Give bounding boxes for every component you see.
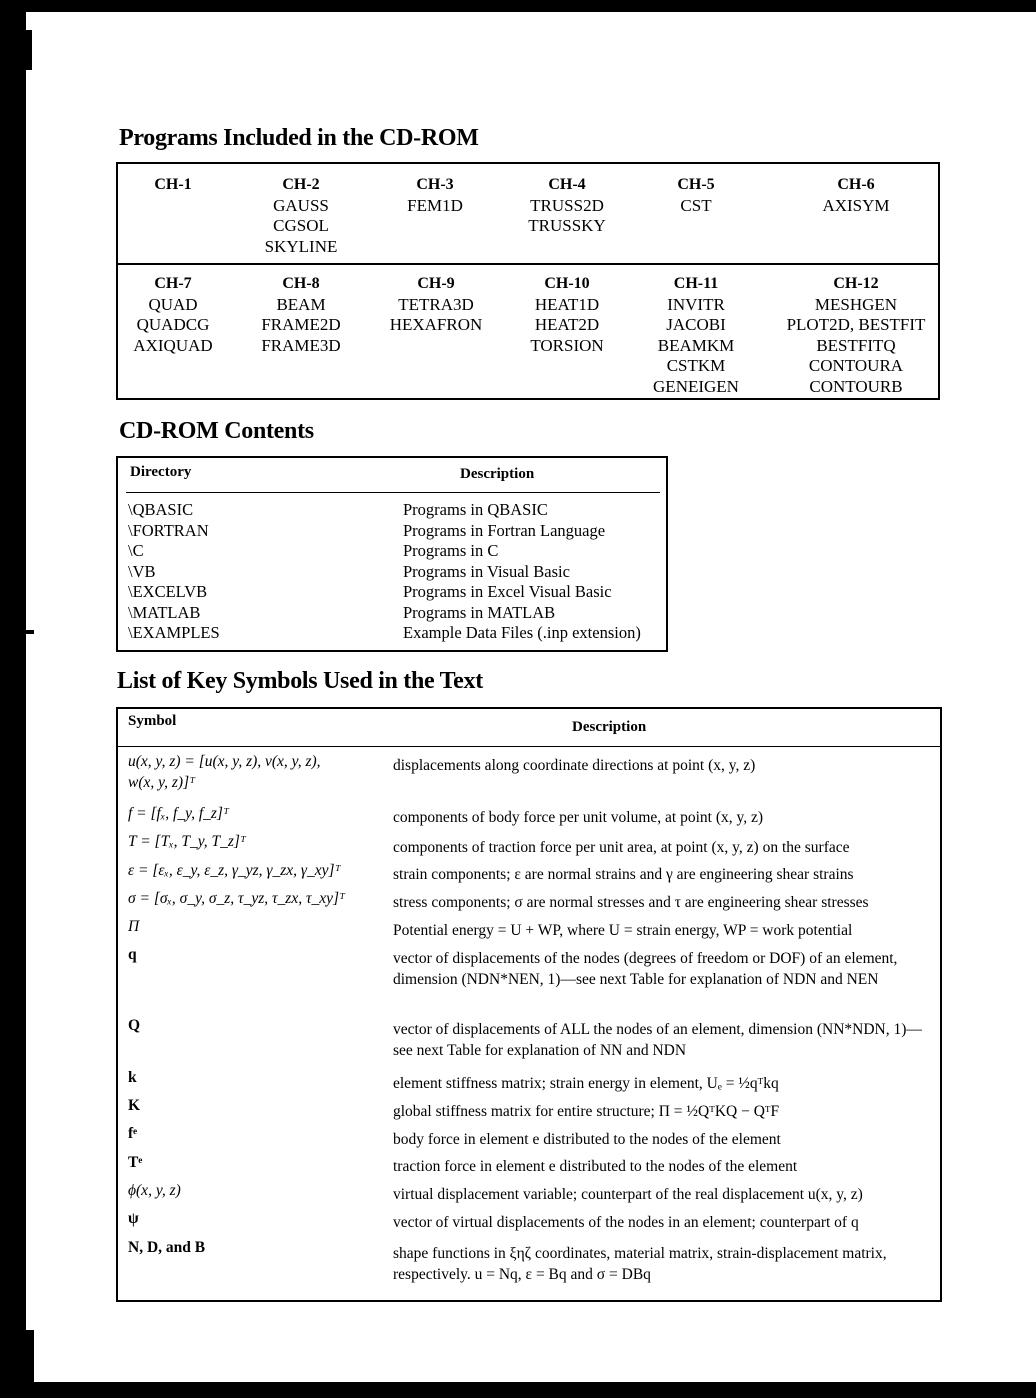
chapter-label: CH-3 bbox=[416, 176, 454, 193]
program-column bbox=[380, 175, 490, 216]
description-cell: virtual displacement variable; counterpart of the real displacement u(x, y, z) bbox=[393, 1186, 863, 1203]
program-name: QUADCG bbox=[136, 315, 210, 335]
directory-cell: \C bbox=[128, 541, 144, 560]
scan-artifact-notch bbox=[26, 30, 32, 70]
header-rule bbox=[126, 492, 660, 493]
program-name: GENEIGEN bbox=[653, 376, 739, 396]
directory-table bbox=[116, 456, 668, 652]
program-column bbox=[246, 175, 356, 257]
directory-cell: \EXAMPLES bbox=[128, 623, 220, 642]
symbol-cell: ε = [εₓ, ε_y, ε_z, γ_yz, γ_zx, γ_xy]ᵀ bbox=[128, 862, 341, 879]
program-name: PLOT2D, BESTFIT bbox=[786, 315, 926, 335]
program-name: HEXAFRON bbox=[389, 315, 483, 335]
program-name: FRAME3D bbox=[261, 335, 341, 355]
symbol-cell: Π bbox=[128, 918, 140, 935]
program-name: TETRA3D bbox=[398, 294, 474, 314]
directory-column-header: Directory bbox=[130, 464, 192, 480]
symbol-cell: f = [fₓ, f_y, f_z]ᵀ bbox=[128, 805, 229, 822]
programs-table bbox=[116, 162, 940, 400]
program-name: HEAT2D bbox=[534, 315, 600, 335]
symbol-cell: u(x, y, z) = [u(x, y, z), v(x, y, z), w(x, y, z)]ᵀ bbox=[128, 753, 321, 791]
program-name: GAUSS bbox=[273, 195, 329, 215]
description-cell: vector of displacements of ALL the nodes of an element, dimension (NN*NDN, 1)—see next Table for explanation of NN and NDN bbox=[393, 1021, 922, 1059]
program-column bbox=[122, 274, 224, 356]
directory-cell: \VB bbox=[128, 561, 156, 581]
chapter-label: CH-8 bbox=[282, 275, 320, 292]
program-name: BEAMKM bbox=[657, 335, 735, 355]
symbol-cell: T = [Tₓ, T_y, T_z]ᵀ bbox=[128, 833, 246, 850]
table-row bbox=[118, 562, 666, 583]
table-row bbox=[118, 521, 666, 542]
scan-border-top bbox=[0, 0, 1036, 12]
program-name: BEAM bbox=[276, 294, 326, 314]
symbol-cell: ϕ(x, y, z) bbox=[128, 1182, 181, 1199]
description-cell: element stiffness matrix; strain energy in element, Uₑ = ½qᵀkq bbox=[393, 1075, 779, 1092]
program-column bbox=[636, 175, 756, 216]
program-name: FEM1D bbox=[407, 195, 463, 215]
program-column bbox=[776, 175, 936, 216]
program-name: FRAME2D bbox=[261, 315, 341, 335]
program-column bbox=[140, 175, 206, 196]
table-row bbox=[118, 603, 666, 624]
description-cell: vector of virtual displacements of the nodes in an element; counterpart of q bbox=[393, 1214, 859, 1231]
program-name: AXIQUAD bbox=[133, 335, 213, 355]
directory-cell: \MATLAB bbox=[128, 602, 201, 622]
symbols-table bbox=[116, 707, 942, 1302]
description-cell: traction force in element e distributed to the nodes of the element bbox=[393, 1158, 798, 1175]
description-cell: body force in element e distributed to the nodes of the element bbox=[393, 1131, 781, 1148]
table-row bbox=[118, 541, 666, 562]
symbol-cell: ψ bbox=[128, 1210, 139, 1227]
program-name: MESHGEN bbox=[814, 294, 898, 314]
program-name: CONTOURB bbox=[809, 376, 903, 396]
table-row bbox=[118, 623, 666, 644]
program-column bbox=[376, 274, 496, 336]
program-name: BESTFITQ bbox=[816, 335, 896, 355]
chapter-label: CH-6 bbox=[837, 176, 875, 193]
description-cell: vector of displacements of the nodes (degrees of freedom or DOF) of an element, dimension (NDN*NEN, 1)—see next Table for explanation of NDN and NEN bbox=[393, 950, 898, 988]
symbol-cell: K bbox=[128, 1097, 141, 1114]
chapter-label: CH-12 bbox=[833, 275, 879, 292]
program-name: TRUSSKY bbox=[528, 216, 606, 236]
directory-cell: \QBASIC bbox=[128, 500, 194, 519]
description-cell: Programs in Visual Basic bbox=[403, 561, 570, 581]
program-name: CONTOURA bbox=[808, 356, 904, 376]
program-name: QUAD bbox=[148, 294, 198, 314]
directory-cell: \FORTRAN bbox=[128, 520, 209, 540]
description-cell: Potential energy = U + WP, where U = strain energy, WP = work potential bbox=[393, 922, 853, 939]
symbol-cell: N, D, and B bbox=[128, 1239, 206, 1256]
symbol-cell: Q bbox=[128, 1017, 141, 1034]
description-cell: stress components; σ are normal stresses and τ are engineering shear stresses bbox=[393, 894, 869, 911]
description-cell: strain components; ε are normal strains and γ are engineering shear strains bbox=[393, 866, 854, 883]
description-cell: Programs in MATLAB bbox=[403, 602, 556, 622]
chapter-label: CH-10 bbox=[544, 275, 590, 292]
description-cell: global stiffness matrix for entire structure; Π = ½QᵀKQ − QᵀF bbox=[393, 1103, 780, 1120]
scan-border-left bbox=[0, 0, 26, 1398]
program-name: CST bbox=[680, 195, 712, 215]
table-row bbox=[118, 582, 666, 603]
symbol-cell: fᵉ bbox=[128, 1125, 138, 1142]
description-cell: shape functions in ξηζ coordinates, material matrix, strain-displacement matrix, respectively. u = Nq, ε = Bq and σ = DBq bbox=[393, 1245, 887, 1283]
header-rule bbox=[118, 746, 940, 747]
program-column bbox=[512, 274, 622, 356]
table-row bbox=[118, 500, 666, 521]
symbol-cell: σ = [σₓ, σ_y, σ_z, τ_yz, τ_zx, τ_xy]ᵀ bbox=[128, 890, 346, 907]
scan-border-bottom bbox=[0, 1382, 1036, 1398]
chapter-label: CH-5 bbox=[677, 176, 715, 193]
cdrom-heading: CD-ROM Contents bbox=[119, 418, 314, 444]
chapter-label: CH-1 bbox=[154, 176, 192, 193]
program-column bbox=[512, 175, 622, 237]
program-column bbox=[776, 274, 936, 398]
programs-row-divider bbox=[118, 263, 938, 265]
symbol-cell: q bbox=[128, 946, 137, 963]
symbols-heading: List of Key Symbols Used in the Text bbox=[117, 668, 483, 694]
description-cell: Programs in Fortran Language bbox=[403, 520, 606, 540]
description-cell: Programs in Excel Visual Basic bbox=[403, 582, 612, 601]
program-column bbox=[246, 274, 356, 356]
program-name: TRUSS2D bbox=[530, 195, 604, 215]
description-cell: components of body force per unit volume, at point (x, y, z) bbox=[393, 809, 764, 826]
program-name: SKYLINE bbox=[264, 236, 338, 256]
programs-heading: Programs Included in the CD-ROM bbox=[119, 125, 479, 151]
program-name: AXISYM bbox=[822, 195, 890, 215]
description-cell: components of traction force per unit area, at point (x, y, z) on the surface bbox=[393, 839, 850, 856]
description-column-header: Description bbox=[460, 466, 535, 482]
program-name: HEAT1D bbox=[534, 294, 600, 314]
program-column bbox=[636, 274, 756, 398]
description-cell: displacements along coordinate directions at point (x, y, z) bbox=[393, 757, 756, 774]
symbol-cell: Tᵉ bbox=[128, 1154, 143, 1171]
description-cell: Example Data Files (.inp extension) bbox=[403, 623, 641, 642]
description-cell: Programs in QBASIC bbox=[403, 500, 548, 519]
program-name: CSTKM bbox=[666, 356, 726, 376]
chapter-label: CH-4 bbox=[548, 176, 586, 193]
symbol-column-header: Symbol bbox=[128, 713, 177, 729]
chapter-label: CH-11 bbox=[673, 275, 719, 292]
symbol-cell: k bbox=[128, 1069, 137, 1086]
program-name: JACOBI bbox=[666, 315, 726, 335]
scan-artifact-mark bbox=[0, 630, 34, 634]
directory-cell: \EXCELVB bbox=[128, 582, 208, 601]
program-name: INVITR bbox=[667, 294, 725, 314]
description-cell: Programs in C bbox=[403, 541, 499, 560]
program-name: CGSOL bbox=[273, 216, 329, 236]
description-column-header: Description bbox=[572, 719, 647, 735]
chapter-label: CH-7 bbox=[154, 275, 192, 292]
chapter-label: CH-2 bbox=[282, 176, 320, 193]
chapter-label: CH-9 bbox=[417, 275, 455, 292]
program-name: TORSION bbox=[530, 335, 604, 355]
